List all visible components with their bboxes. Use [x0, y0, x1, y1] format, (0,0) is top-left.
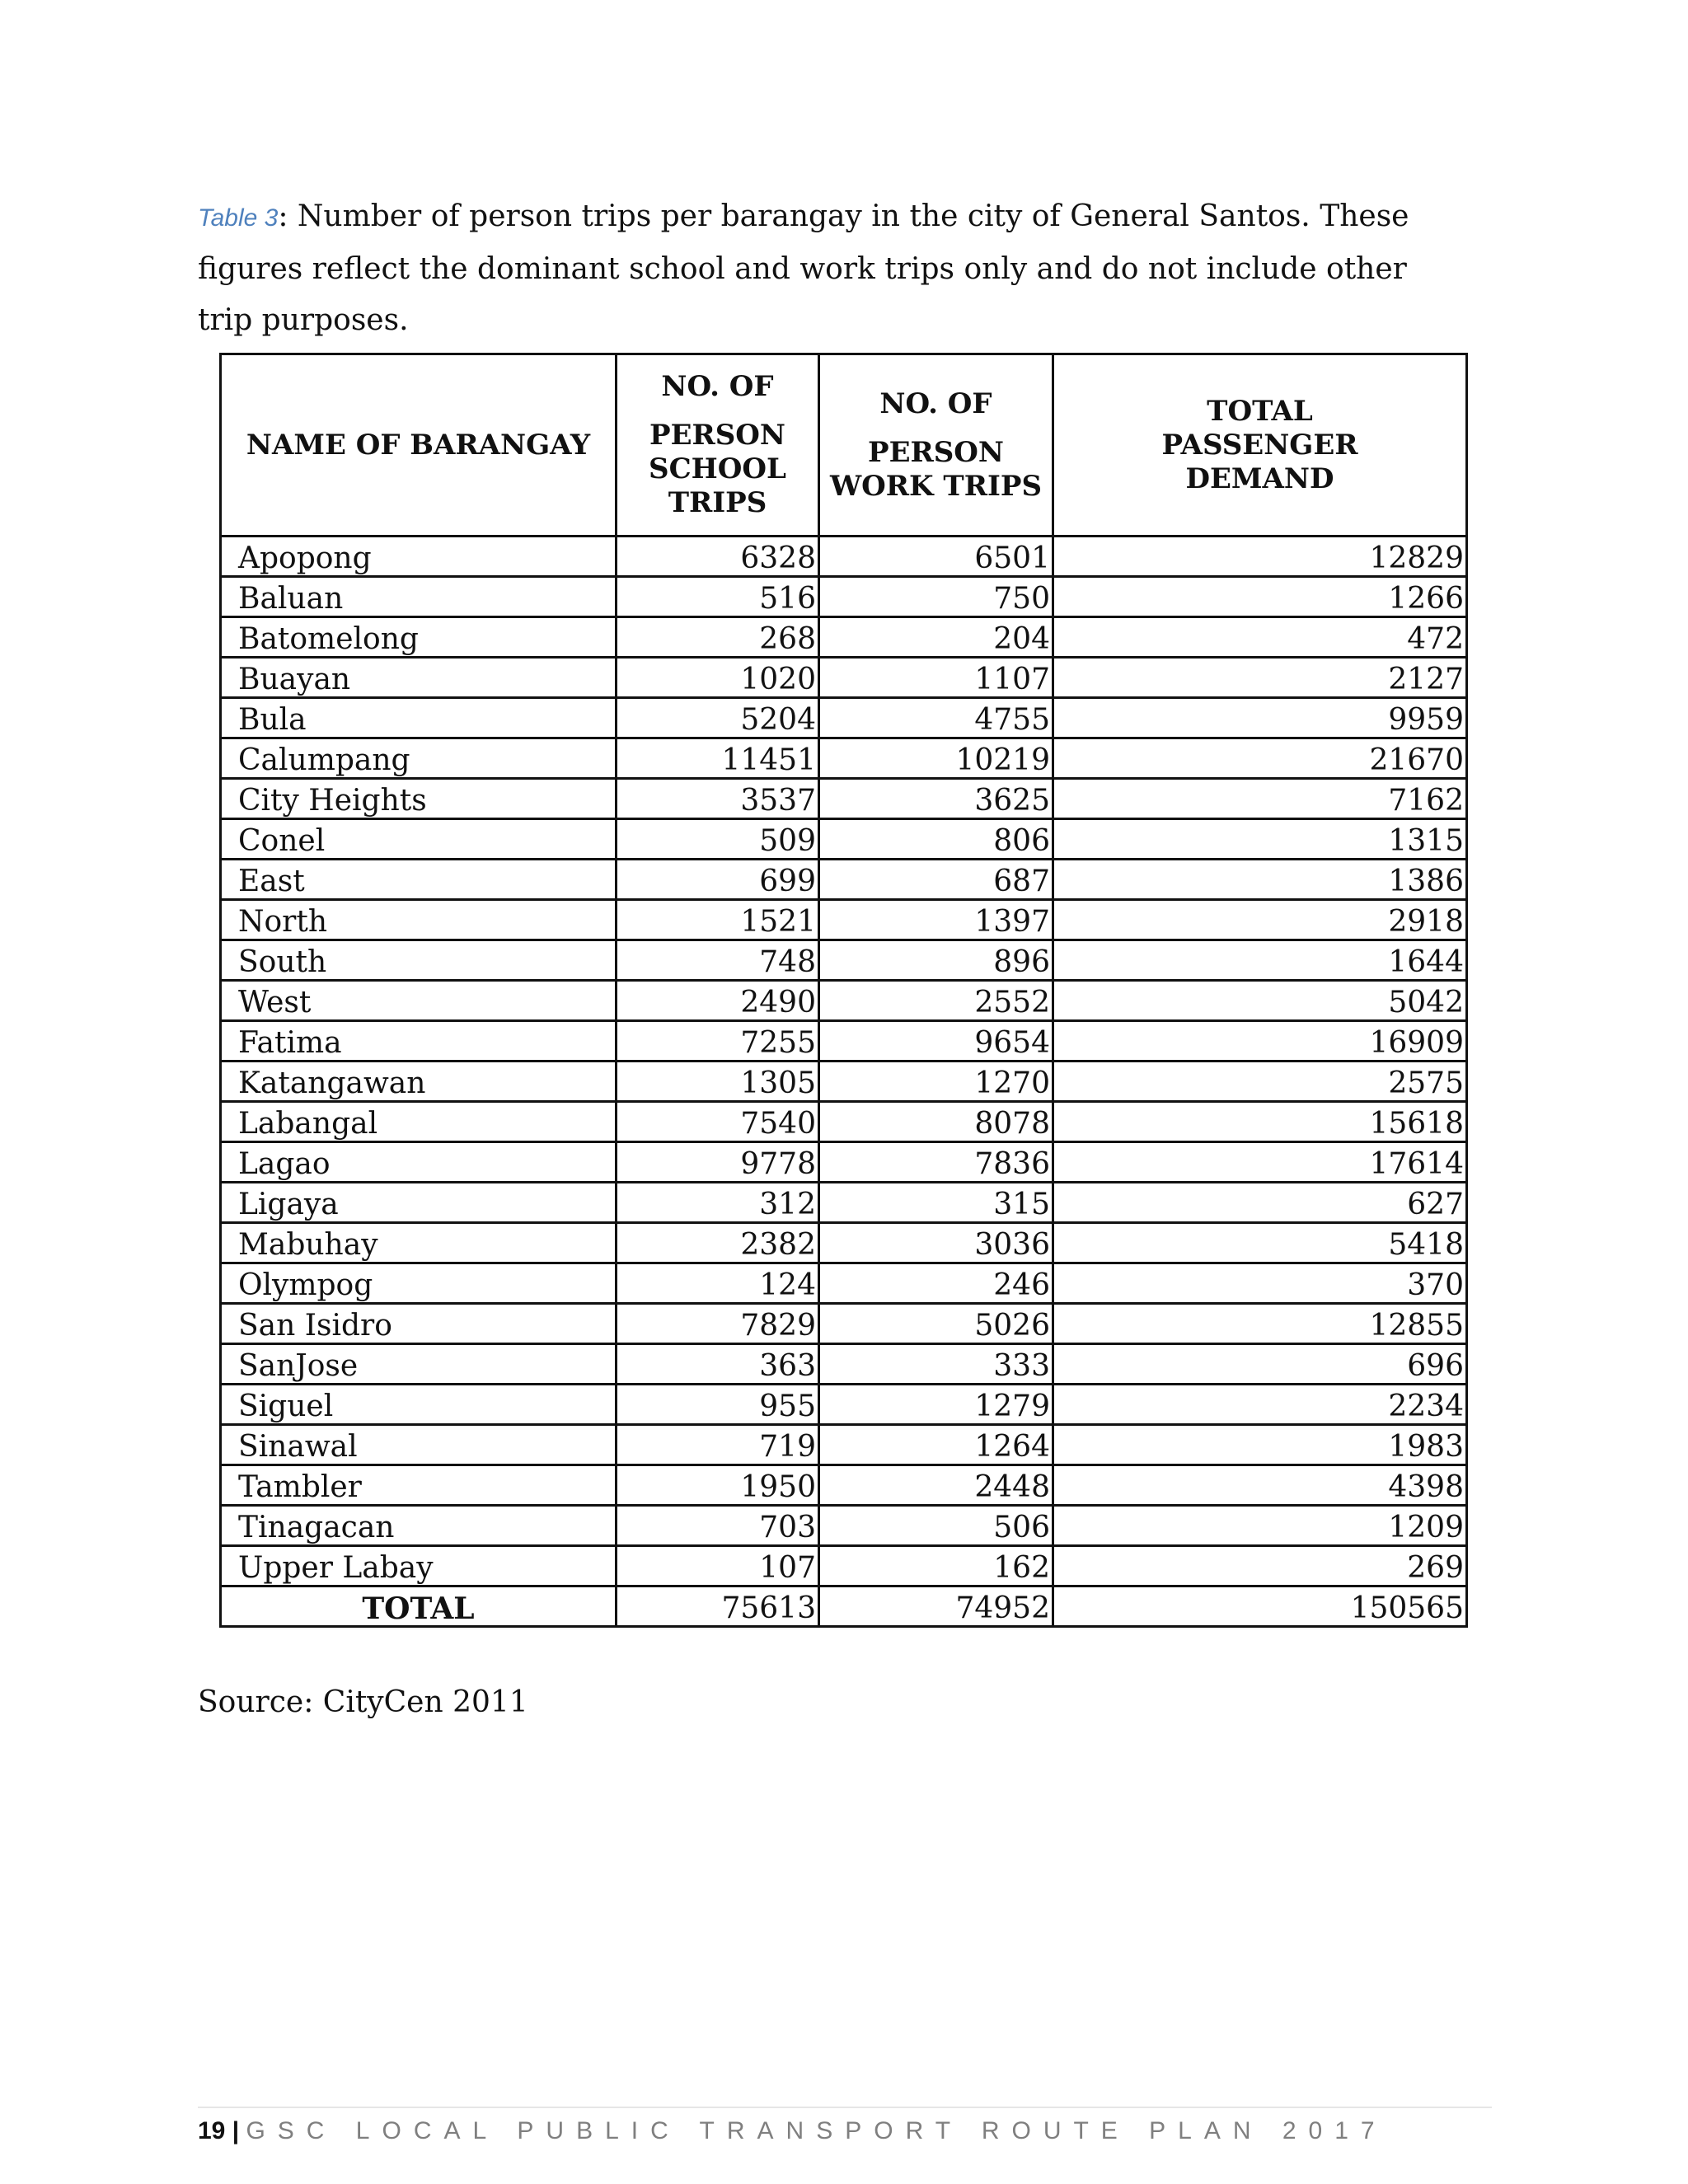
work-trips-cell: 750: [819, 577, 1053, 617]
school-trips-cell: 955: [617, 1385, 819, 1425]
footer-separator: |: [225, 2117, 246, 2144]
table-row: [221, 1142, 1467, 1183]
table-caption-text: : Number of person trips per barangay in the city of General Santos. These figures reflect the dominant school and work trips only and do not include other trip purposes.: [198, 199, 1409, 337]
barangay-name-cell: Tinagacan: [221, 1506, 617, 1546]
person-trips-table: [219, 353, 1468, 1628]
table-row: [221, 779, 1467, 819]
table-row: [221, 617, 1467, 658]
school-trips-cell: 363: [617, 1344, 819, 1385]
barangay-name-cell: West: [221, 981, 617, 1021]
header-school-trips-line1: NO. OF: [661, 370, 774, 403]
work-trips-cell: 1279: [819, 1385, 1053, 1425]
header-school-trips: [617, 354, 819, 537]
work-trips-cell: 4755: [819, 698, 1053, 738]
total-demand-cell: 16909: [1053, 1021, 1467, 1062]
barangay-name-cell: Tambler: [221, 1465, 617, 1506]
work-trips-cell: 687: [819, 860, 1053, 900]
barangay-name-cell: Upper Labay: [221, 1546, 617, 1586]
school-trips-cell: 11451: [617, 738, 819, 779]
table-row: [221, 981, 1467, 1021]
total-demand-cell: 2234: [1053, 1385, 1467, 1425]
barangay-name-cell: City Heights: [221, 779, 617, 819]
work-trips-cell: 2552: [819, 981, 1053, 1021]
school-trips-cell: 107: [617, 1546, 819, 1586]
barangay-name-cell: Bula: [221, 698, 617, 738]
table-row: [221, 1223, 1467, 1263]
barangay-name-cell: Buayan: [221, 658, 617, 698]
table-row: [221, 698, 1467, 738]
table-row: [221, 900, 1467, 940]
work-trips-cell: 7836: [819, 1142, 1053, 1183]
barangay-name-cell: Apopong: [221, 537, 617, 577]
total-demand-cell: 627: [1053, 1183, 1467, 1223]
work-trips-cell: 806: [819, 819, 1053, 860]
school-trips-cell: 312: [617, 1183, 819, 1223]
table-row: [221, 658, 1467, 698]
school-trips-cell: 7255: [617, 1021, 819, 1062]
total-demand-cell: 9959: [1053, 698, 1467, 738]
total-demand-cell: 12855: [1053, 1304, 1467, 1344]
total-demand-cell: 1315: [1053, 819, 1467, 860]
total-work-trips: 74952: [819, 1586, 1053, 1627]
work-trips-cell: 204: [819, 617, 1053, 658]
table-row: [221, 819, 1467, 860]
table-row: [221, 1304, 1467, 1344]
total-demand-cell: 1266: [1053, 577, 1467, 617]
table-row: [221, 1021, 1467, 1062]
work-trips-cell: 333: [819, 1344, 1053, 1385]
total-demand-cell: 472: [1053, 617, 1467, 658]
total-demand-cell: 269: [1053, 1546, 1467, 1586]
work-trips-cell: 246: [819, 1263, 1053, 1304]
source-note: Source: CityCen 2011: [198, 1685, 528, 1719]
barangay-name-cell: Lagao: [221, 1142, 617, 1183]
table-row: [221, 1263, 1467, 1304]
school-trips-cell: 9778: [617, 1142, 819, 1183]
header-barangay-name: NAME OF BARANGAY: [221, 354, 617, 537]
barangay-name-cell: Mabuhay: [221, 1223, 617, 1263]
total-demand-cell: 12829: [1053, 537, 1467, 577]
table-caption-label: Table 3: [198, 204, 279, 232]
table-row: [221, 1102, 1467, 1142]
total-demand-cell: 5418: [1053, 1223, 1467, 1263]
work-trips-cell: 162: [819, 1546, 1053, 1586]
barangay-name-cell: Fatima: [221, 1021, 617, 1062]
school-trips-cell: 2382: [617, 1223, 819, 1263]
header-total-demand: TOTAL PASSENGER DEMAND: [1053, 354, 1467, 537]
barangay-name-cell: Katangawan: [221, 1062, 617, 1102]
barangay-name-cell: Sinawal: [221, 1425, 617, 1465]
barangay-name-cell: Batomelong: [221, 617, 617, 658]
work-trips-cell: 8078: [819, 1102, 1053, 1142]
table-footer: [221, 1586, 1467, 1627]
school-trips-cell: 748: [617, 940, 819, 981]
page-number: 19: [198, 2117, 226, 2144]
work-trips-cell: 1270: [819, 1062, 1053, 1102]
total-demand-cell: 2918: [1053, 900, 1467, 940]
school-trips-cell: 703: [617, 1506, 819, 1546]
barangay-name-cell: Baluan: [221, 577, 617, 617]
school-trips-cell: 124: [617, 1263, 819, 1304]
school-trips-cell: 6328: [617, 537, 819, 577]
barangay-name-cell: San Isidro: [221, 1304, 617, 1344]
total-demand-cell: 1644: [1053, 940, 1467, 981]
header-work-trips: [819, 354, 1053, 537]
school-trips-cell: 1305: [617, 1062, 819, 1102]
total-row: [221, 1586, 1467, 1627]
table-row: [221, 577, 1467, 617]
total-demand-cell: 2575: [1053, 1062, 1467, 1102]
work-trips-cell: 6501: [819, 537, 1053, 577]
barangay-name-cell: Siguel: [221, 1385, 617, 1425]
work-trips-cell: 5026: [819, 1304, 1053, 1344]
total-demand-cell: 15618: [1053, 1102, 1467, 1142]
table-row: [221, 1465, 1467, 1506]
school-trips-cell: 1950: [617, 1465, 819, 1506]
school-trips-cell: 5204: [617, 698, 819, 738]
page-footer: [198, 2107, 1492, 2148]
work-trips-cell: 10219: [819, 738, 1053, 779]
table-row: [221, 738, 1467, 779]
table-body: [221, 537, 1467, 1586]
table-row: [221, 1344, 1467, 1385]
school-trips-cell: 699: [617, 860, 819, 900]
table-header: [221, 354, 1467, 537]
work-trips-cell: 506: [819, 1506, 1053, 1546]
table-row: [221, 940, 1467, 981]
total-demand-cell: 21670: [1053, 738, 1467, 779]
total-demand-cell: 370: [1053, 1263, 1467, 1304]
table-row: [221, 537, 1467, 577]
total-demand-cell: 17614: [1053, 1142, 1467, 1183]
school-trips-cell: 7829: [617, 1304, 819, 1344]
school-trips-cell: 516: [617, 577, 819, 617]
total-demand-cell: 1386: [1053, 860, 1467, 900]
total-demand-cell: 7162: [1053, 779, 1467, 819]
work-trips-cell: 3625: [819, 779, 1053, 819]
school-trips-cell: 3537: [617, 779, 819, 819]
work-trips-cell: 2448: [819, 1465, 1053, 1506]
barangay-name-cell: East: [221, 860, 617, 900]
barangay-name-cell: South: [221, 940, 617, 981]
work-trips-cell: 1107: [819, 658, 1053, 698]
barangay-name-cell: Ligaya: [221, 1183, 617, 1223]
document-title: GSC LOCAL PUBLIC TRANSPORT ROUTE PLAN 2017: [246, 2117, 1387, 2144]
total-demand-cell: 1983: [1053, 1425, 1467, 1465]
work-trips-cell: 315: [819, 1183, 1053, 1223]
school-trips-cell: 719: [617, 1425, 819, 1465]
work-trips-cell: 896: [819, 940, 1053, 981]
header-work-trips-line2: PERSON WORK TRIPS: [829, 435, 1043, 503]
total-demand-cell: 4398: [1053, 1465, 1467, 1506]
barangay-name-cell: SanJose: [221, 1344, 617, 1385]
table-caption: [198, 191, 1418, 346]
school-trips-cell: 2490: [617, 981, 819, 1021]
header-school-trips-line2: PERSON SCHOOL TRIPS: [649, 419, 786, 519]
school-trips-cell: 1521: [617, 900, 819, 940]
total-demand-cell: 696: [1053, 1344, 1467, 1385]
work-trips-cell: 1397: [819, 900, 1053, 940]
header-work-trips-line1: NO. OF: [879, 387, 992, 420]
table-row: [221, 1546, 1467, 1586]
barangay-name-cell: North: [221, 900, 617, 940]
table-row: [221, 1425, 1467, 1465]
total-passenger-demand: 150565: [1053, 1586, 1467, 1627]
table-row: [221, 1385, 1467, 1425]
barangay-name-cell: Labangal: [221, 1102, 617, 1142]
total-label: TOTAL: [221, 1586, 617, 1627]
work-trips-cell: 1264: [819, 1425, 1053, 1465]
total-school-trips: 75613: [617, 1586, 819, 1627]
barangay-name-cell: Conel: [221, 819, 617, 860]
school-trips-cell: 1020: [617, 658, 819, 698]
total-demand-cell: 2127: [1053, 658, 1467, 698]
barangay-name-cell: Olympog: [221, 1263, 617, 1304]
school-trips-cell: 509: [617, 819, 819, 860]
barangay-name-cell: Calumpang: [221, 738, 617, 779]
table-row: [221, 1506, 1467, 1546]
table-header-row: [221, 354, 1467, 537]
school-trips-cell: 268: [617, 617, 819, 658]
total-demand-cell: 5042: [1053, 981, 1467, 1021]
school-trips-cell: 7540: [617, 1102, 819, 1142]
table-row: [221, 1183, 1467, 1223]
table-row: [221, 860, 1467, 900]
total-demand-cell: 1209: [1053, 1506, 1467, 1546]
table-row: [221, 1062, 1467, 1102]
work-trips-cell: 9654: [819, 1021, 1053, 1062]
work-trips-cell: 3036: [819, 1223, 1053, 1263]
